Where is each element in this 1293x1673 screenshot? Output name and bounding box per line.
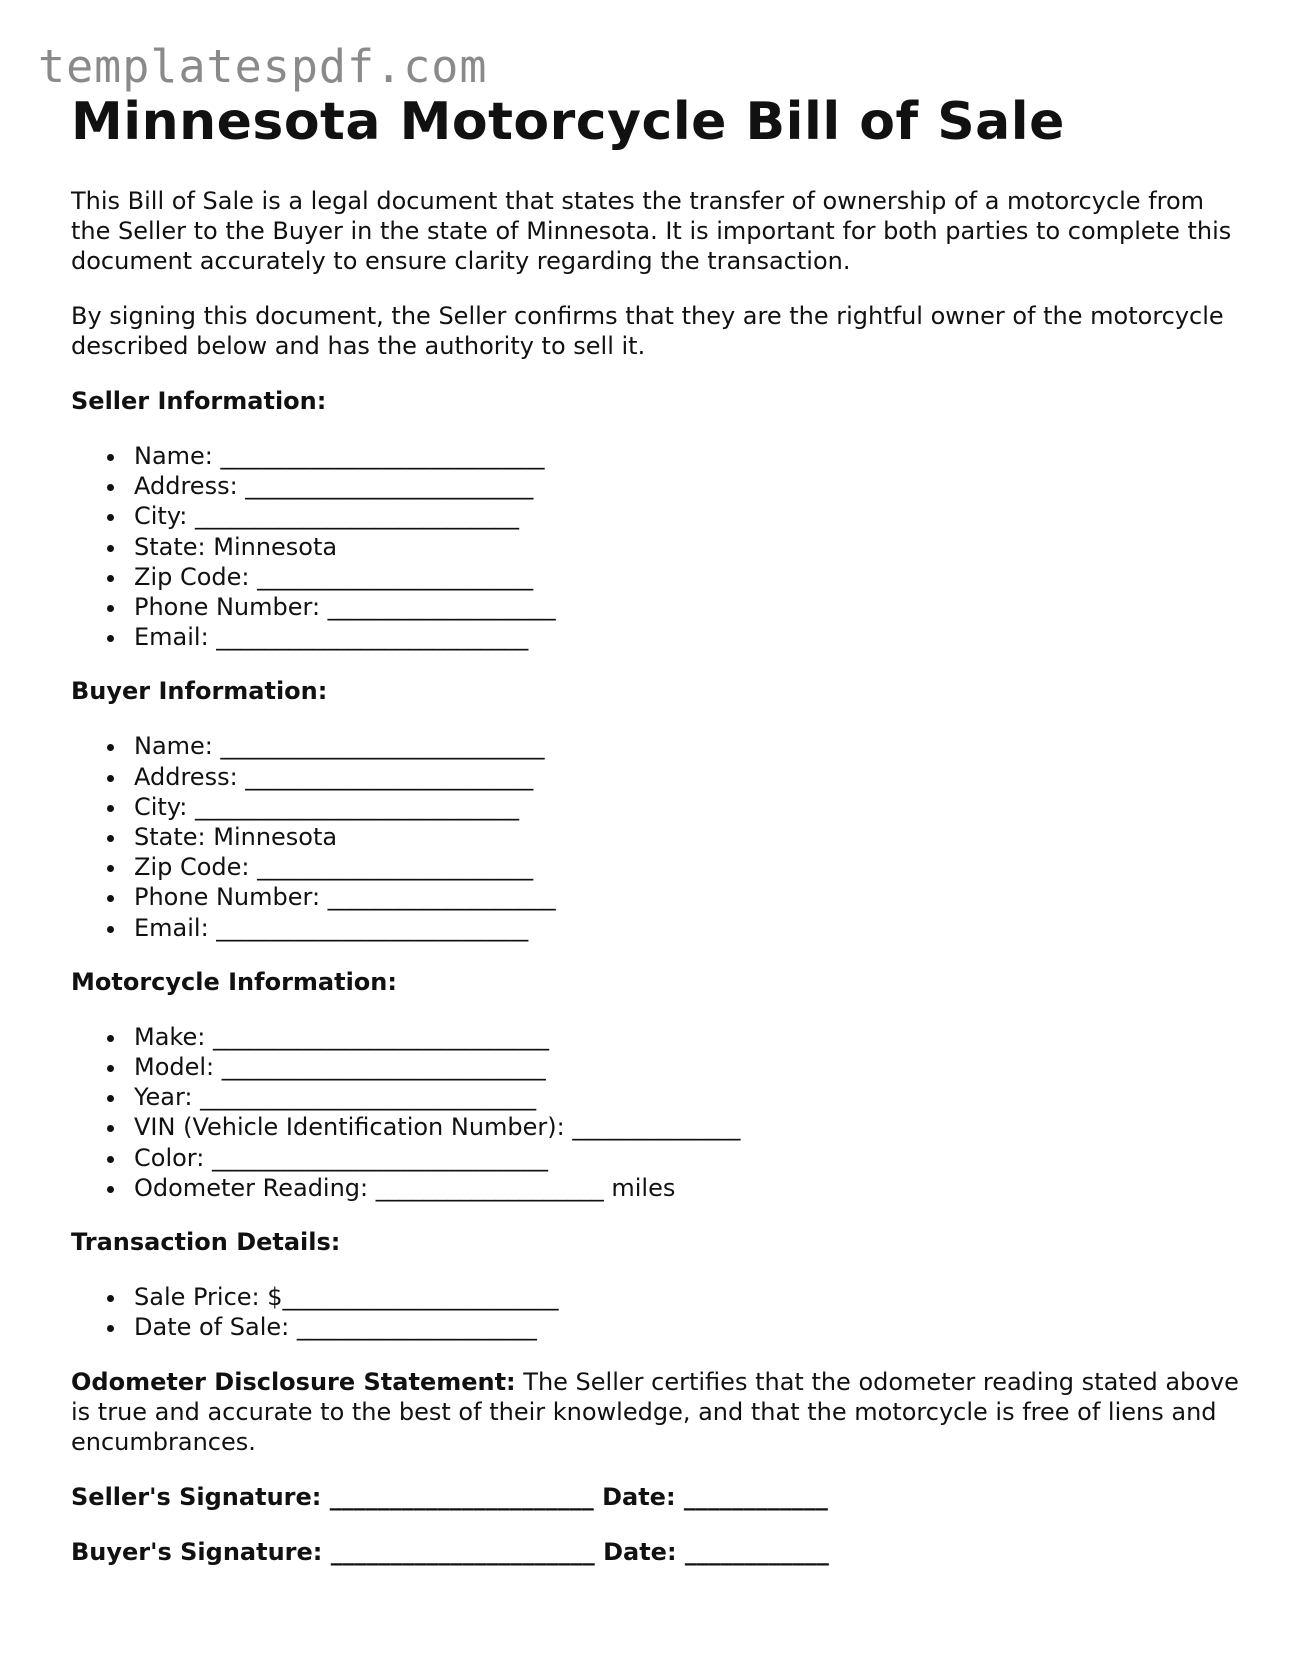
odometer-disclosure-label: Odometer Disclosure Statement: <box>71 1368 516 1397</box>
watermark: templatespdf.com <box>38 40 488 93</box>
bullet-icon <box>107 744 114 751</box>
bullet-icon <box>107 635 114 642</box>
bullet-icon <box>107 545 114 552</box>
bullet-icon <box>107 514 114 521</box>
buyer-state-field: State: Minnesota <box>134 822 1241 852</box>
bullet-icon <box>107 1156 114 1163</box>
seller-zip-field: Zip Code: _______________________ <box>134 562 1241 592</box>
seller-signature-line: Seller's Signature: ______________________ Date: ____________ <box>71 1483 828 1512</box>
bullet-icon <box>107 484 114 491</box>
seller-field-list <box>71 441 1241 652</box>
buyer-zip-field: Zip Code: _______________________ <box>134 852 1241 882</box>
seller-heading: Seller Information: <box>71 387 327 415</box>
buyer-phone-field: Phone Number: ___________________ <box>134 882 1241 912</box>
seller-name-field: Name: ___________________________ <box>134 441 1241 471</box>
bullet-icon <box>107 895 114 902</box>
bullet-icon <box>107 1325 114 1332</box>
bullet-icon <box>107 926 114 933</box>
seller-address-field: Address: ________________________ <box>134 471 1241 501</box>
transaction-field-list <box>71 1282 1241 1342</box>
motorcycle-heading: Motorcycle Information: <box>71 967 397 996</box>
buyer-city-field: City: ___________________________ <box>134 792 1241 822</box>
motorcycle-odometer-field: Odometer Reading: ___________________ miles <box>134 1173 1241 1203</box>
intro-paragraph-2: By signing this document, the Seller confirms that they are the rightful owner of the motorcycle described below and has the authority to sell it. <box>71 302 1224 360</box>
bullet-icon <box>107 1186 114 1193</box>
motorcycle-model-field: Model: ___________________________ <box>134 1052 1241 1082</box>
buyer-email-field: Email: __________________________ <box>134 913 1241 943</box>
buyer-name-field: Name: ___________________________ <box>134 731 1241 761</box>
bullet-icon <box>107 575 114 582</box>
bullet-icon <box>107 1065 114 1072</box>
seller-state-field: State: Minnesota <box>134 532 1241 562</box>
buyer-heading: Buyer Information: <box>71 677 328 706</box>
motorcycle-field-list <box>71 1022 1241 1203</box>
bullet-icon <box>107 835 114 842</box>
sale-price-field: Sale Price: $_______________________ <box>134 1282 1241 1312</box>
bullet-icon <box>107 775 114 782</box>
bullet-icon <box>107 865 114 872</box>
document-page <box>71 92 1241 1567</box>
bullet-icon <box>107 1295 114 1302</box>
bullet-icon <box>107 805 114 812</box>
bullet-icon <box>107 1125 114 1132</box>
seller-city-field: City: ___________________________ <box>134 501 1241 531</box>
bullet-icon <box>107 1095 114 1102</box>
motorcycle-color-field: Color: ____________________________ <box>134 1143 1241 1173</box>
buyer-field-list <box>71 731 1241 942</box>
intro-paragraph-1: This Bill of Sale is a legal document that states the transfer of ownership of a motorcycle from the Seller to the Buyer in the state of Minnesota. It is important for both parties to complete this document accurately to ensure clarity regarding the transaction. <box>71 187 1232 275</box>
motorcycle-year-field: Year: ____________________________ <box>134 1082 1241 1112</box>
bullet-icon <box>107 454 114 461</box>
motorcycle-vin-field: VIN (Vehicle Identification Number): ______________ <box>134 1112 1241 1142</box>
buyer-signature-line: Buyer's Signature: ______________________ Date: ____________ <box>71 1538 829 1567</box>
buyer-address-field: Address: ________________________ <box>134 762 1241 792</box>
odometer-disclosure-text: The Seller certifies that the odometer reading stated above is true and accurate to the best of their knowledge, and that the motorcycle is free of liens and encumbrances. <box>71 1368 1239 1457</box>
bullet-icon <box>107 605 114 612</box>
page-title: Minnesota Motorcycle Bill of Sale <box>71 92 1065 152</box>
seller-phone-field: Phone Number: ___________________ <box>134 592 1241 622</box>
seller-email-field: Email: __________________________ <box>134 622 1241 652</box>
odometer-disclosure-statement <box>71 1367 1241 1457</box>
transaction-heading: Transaction Details: <box>71 1228 341 1257</box>
motorcycle-make-field: Make: ____________________________ <box>134 1022 1241 1052</box>
bullet-icon <box>107 1035 114 1042</box>
sale-date-field: Date of Sale: ____________________ <box>134 1312 1241 1342</box>
